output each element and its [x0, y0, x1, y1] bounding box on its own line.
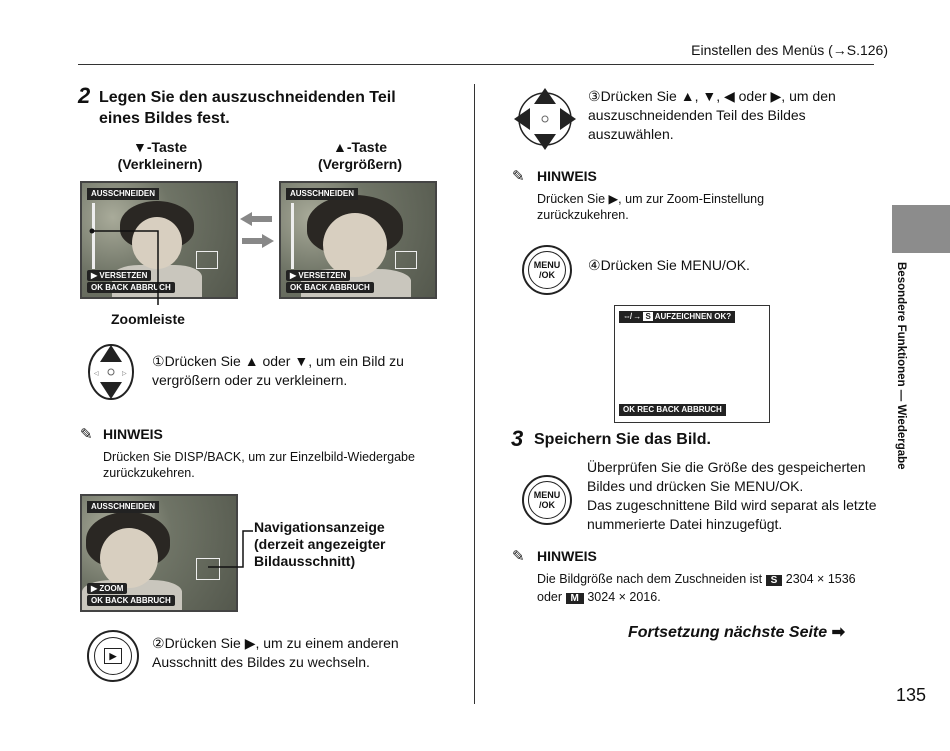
- instruction-3: ③Drücken Sie ▲, ▼, ◀ oder ▶, um den auszuschneidenden Teil des Bildes auszuwählen.: [588, 88, 836, 142]
- ok-cancel-hint-2: OK BACK ABBRUCH: [286, 282, 374, 293]
- confirm-screen: [614, 305, 770, 423]
- step2-title: Legen Sie den auszuschneidenden Teil eines Bildes fest.: [99, 89, 396, 127]
- section-tab: [892, 205, 950, 253]
- menu-ok-button-icon-2: MENU /OK: [522, 475, 572, 525]
- side-tab: [889, 262, 913, 474]
- move-hint: ▶ VERSETZEN: [87, 270, 151, 281]
- svg-text:◁: ◁: [94, 370, 99, 377]
- four-way-button-icon: [512, 86, 578, 152]
- size-s-icon: S: [766, 575, 783, 586]
- zoom-bar-2: [291, 203, 294, 269]
- zoom-arrows: [238, 210, 276, 250]
- screen-title-3: AUSSCHNEIDEN: [87, 501, 159, 513]
- nav-frame-2: [395, 251, 417, 269]
- down-arrow-icon: ▼: [132, 139, 147, 155]
- nav-label: Navigationsanzeige (derzeit angezeigter Bildausschnitt): [254, 519, 386, 569]
- hint-1-text: Drücken Sie DISP/BACK, um zur Einzelbild-Wiedergabe zurückzukehren.: [103, 450, 415, 480]
- continued-link: Fortsetzung nächste Seite ➡: [628, 624, 846, 641]
- page-number: 135: [896, 685, 927, 705]
- confirm-title: ⇎ → S AUFZEICHNEN OK?: [619, 311, 735, 323]
- hint-3-text: Die Bildgröße nach dem Zuschneiden ist S 2304 × 1536 oder M 3024 × 2016.: [537, 572, 856, 604]
- header-rule: [78, 64, 874, 65]
- size-m-icon: M: [566, 593, 584, 604]
- screen-title-2: AUSSCHNEIDEN: [286, 188, 358, 200]
- screen-title: AUSSCHNEIDEN: [87, 188, 159, 200]
- column-divider: [474, 84, 475, 704]
- ok-cancel-hint-3: OK BACK ABBRUCH: [87, 595, 175, 606]
- ok-cancel-hint: OK BACK ABBRUCH: [87, 282, 175, 293]
- nav-frame: [196, 251, 218, 269]
- camera-screen-large-zoom: [279, 181, 437, 299]
- hint-3-title: HINWEIS: [537, 548, 597, 564]
- playback-button-icon: ▶: [87, 630, 139, 682]
- step3-number: 3: [511, 426, 524, 451]
- svg-text:▷: ▷: [122, 370, 127, 377]
- menu-ok-button-icon: MENU /OK: [522, 245, 572, 295]
- instruction-1: ①Drücken Sie ▲ oder ▼, um ein Bild zu vergrößern oder zu verkleinern.: [152, 353, 404, 388]
- pencil-icon-2: ✎: [512, 168, 525, 185]
- instruction-2: ②Drücken Sie ▶, um zu einem anderen Ausschnitt des Bildes zu wechseln.: [152, 635, 399, 670]
- step2-number: 2: [78, 83, 91, 108]
- up-arrow-icon: ▲: [332, 139, 347, 155]
- key-down-label: ▼-Taste (Verkleinern): [117, 139, 203, 172]
- side-tab-label: Besondere Funktionen — Wiedergabe: [895, 262, 907, 470]
- arrow-right-icon: ➡: [831, 624, 846, 641]
- hint-2-title: HINWEIS: [537, 168, 597, 184]
- pencil-icon: ✎: [80, 426, 93, 443]
- confirm-buttons: OK REC BACK ABBRUCH: [619, 404, 726, 416]
- zoom-bar-label: Zoomleiste: [111, 311, 185, 327]
- instruction-4: ④Drücken Sie MENU/OK.: [588, 257, 750, 273]
- header-title: Einstellen des Menüs (→S.126): [691, 42, 888, 58]
- zoom-hint: ▶ ZOOM: [87, 583, 127, 594]
- step3-text: Überprüfen Sie die Größe des gespeicherten Bildes und drücken Sie MENU/OK. Das zugeschnittene Bild wird separat als letzte nummerierte Datei hinzugefügt.: [587, 459, 877, 532]
- pencil-icon-3: ✎: [512, 548, 525, 565]
- step3-title: Speichern Sie das Bild.: [534, 431, 711, 448]
- hint-1-title: HINWEIS: [103, 426, 163, 442]
- zoom-callout-line: [88, 225, 168, 315]
- hint-2-text: Drücken Sie ▶, um zur Zoom-Einstellung zurückzukehren.: [537, 192, 765, 222]
- nav-callout-line: [205, 525, 255, 575]
- up-down-button-icon: [86, 342, 136, 402]
- key-up-label: ▲-Taste (Vergrößern): [317, 139, 402, 172]
- move-hint-2: ▶ VERSETZEN: [286, 270, 350, 281]
